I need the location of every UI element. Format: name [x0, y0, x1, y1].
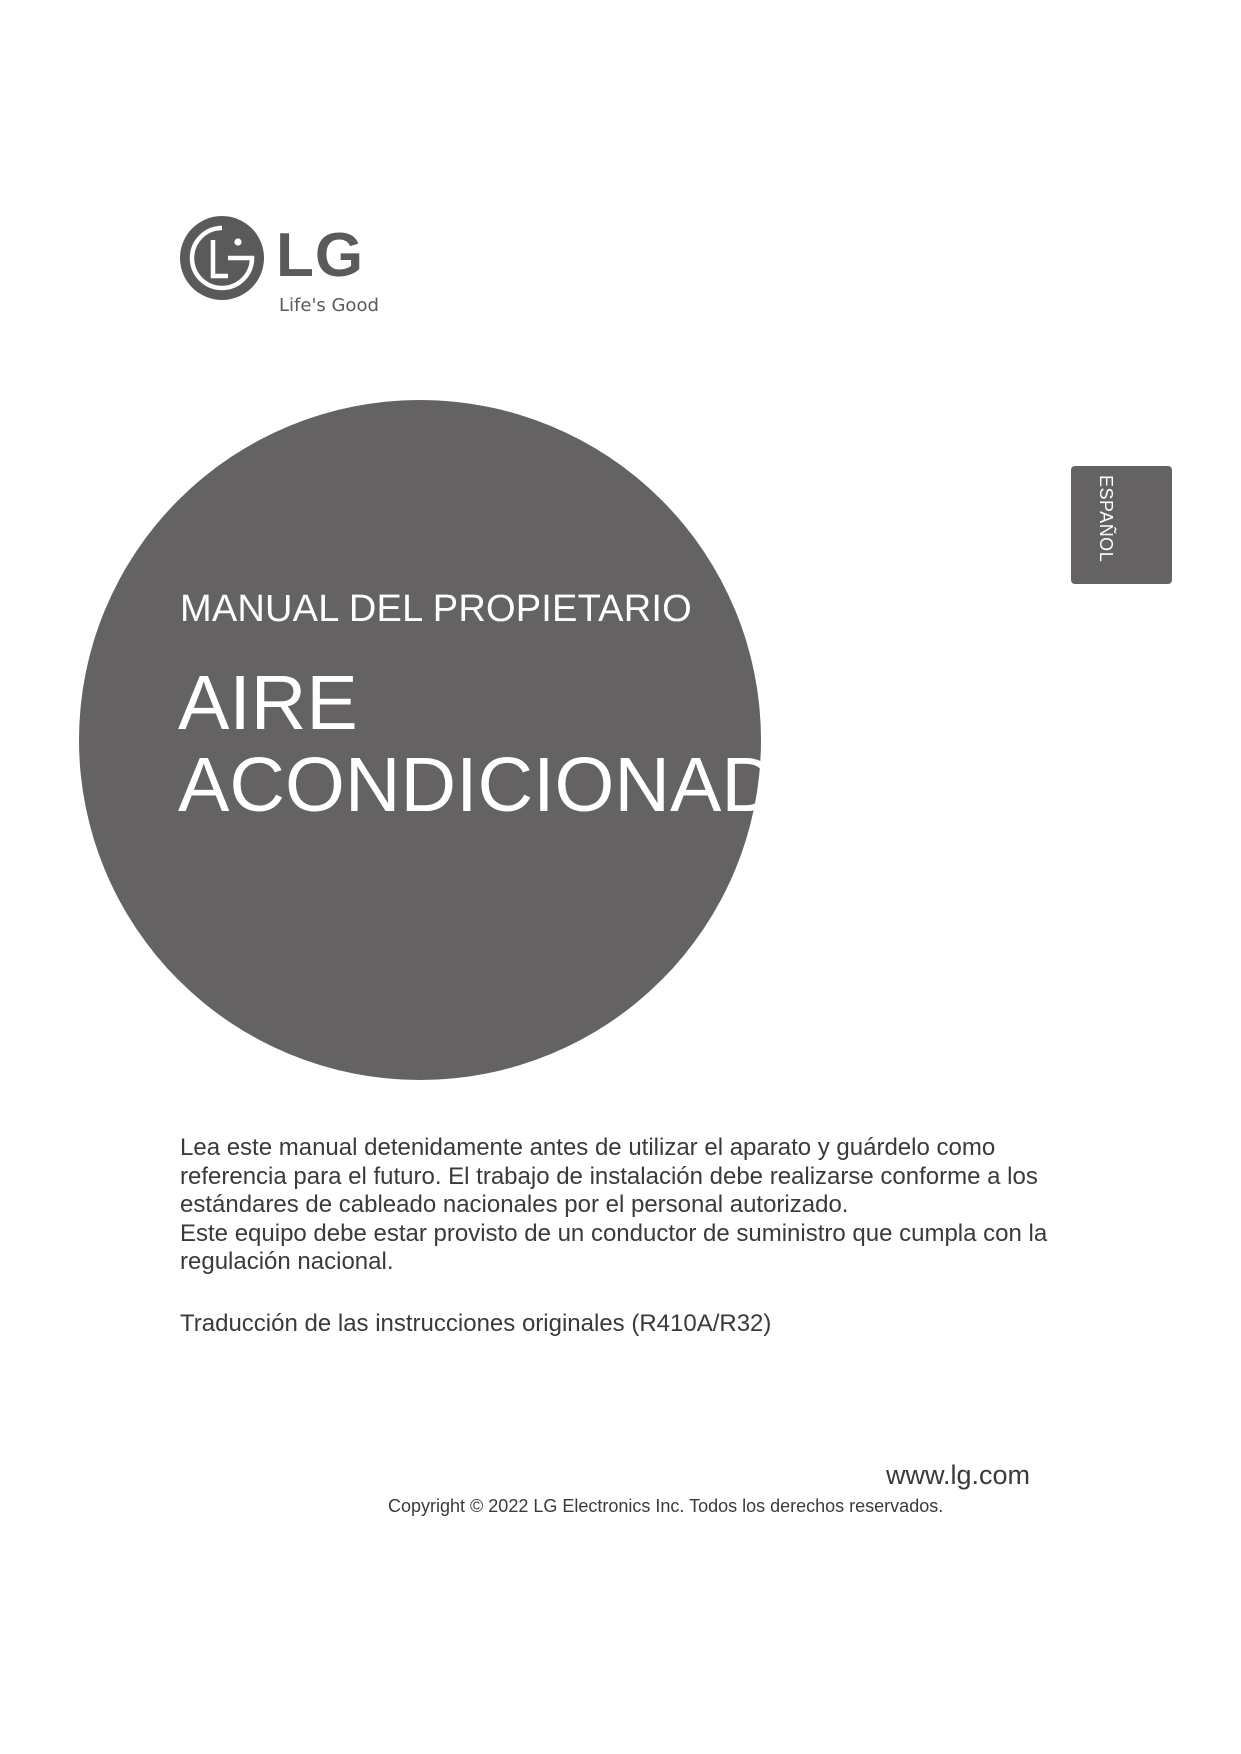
logo-wordmark: LG	[276, 221, 365, 290]
intro-text	[180, 1134, 1060, 1277]
lg-face-logo-icon	[180, 216, 264, 300]
manual-title-line1: AIRE	[178, 660, 358, 746]
logo-slogan: Life's Good	[279, 295, 379, 316]
manual-title	[178, 660, 837, 828]
translation-note: Traducción de las instrucciones originales (R410A/R32)	[180, 1310, 772, 1337]
intro-paragraph-1: Lea este manual detenidamente antes de utilizar el aparato y guárdelo como referencia para el futuro. El trabajo de instalación debe realizarse conforme a los estándares de cableado nacionales por el personal autorizado.	[180, 1134, 1038, 1218]
copyright-notice: Copyright © 2022 LG Electronics Inc. Todos los derechos reservados.	[388, 1496, 944, 1516]
language-tab	[1071, 466, 1172, 584]
manual-subtitle: MANUAL DEL PROPIETARIO	[180, 588, 692, 630]
website-link[interactable]: www.lg.com	[885, 1460, 1030, 1490]
language-tab-label: ESPAÑOL	[1096, 475, 1116, 563]
intro-paragraph-2: Este equipo debe estar provisto de un conductor de suministro que cumpla con la regulación nacional.	[180, 1219, 1048, 1275]
lg-logo	[180, 216, 410, 326]
manual-title-line2: ACONDICIONADO	[178, 742, 837, 828]
